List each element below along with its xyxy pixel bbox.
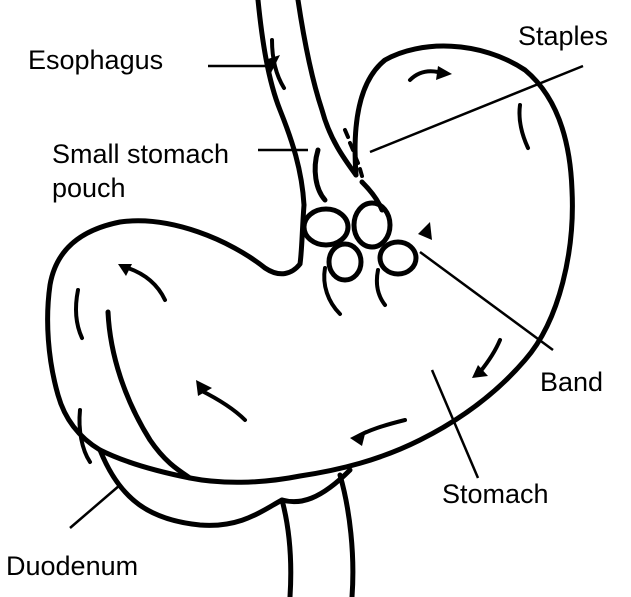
- band-segment-2: [354, 203, 390, 247]
- flow-stroke-2: [410, 71, 438, 80]
- leader-band: [420, 252, 553, 350]
- label-band: Band: [540, 367, 604, 397]
- arrow-head-4: [350, 430, 366, 446]
- leader-stomach: [432, 370, 478, 478]
- label-small-pouch-line2: pouch: [52, 173, 126, 203]
- arrow-head-2: [436, 66, 452, 80]
- flow-stroke-3: [519, 105, 528, 148]
- label-duodenum: Duodenum: [6, 551, 139, 581]
- band-segment-1: [304, 209, 348, 245]
- duodenum-outline: [100, 450, 350, 525]
- duodenum-right-tube: [340, 475, 353, 597]
- arrow-head-6: [418, 222, 432, 240]
- flow-stroke-9: [480, 340, 500, 372]
- leader-duodenum: [70, 485, 120, 528]
- band-segment-3: [329, 244, 361, 280]
- label-staples: Staples: [518, 21, 609, 51]
- band-segment-4: [380, 242, 416, 274]
- pouch-fold-1: [315, 150, 325, 200]
- flow-stroke-4: [128, 268, 165, 300]
- esophagus-outline-left: [258, 0, 304, 205]
- flow-stroke-5: [76, 290, 82, 338]
- label-stomach: Stomach: [442, 479, 549, 509]
- label-esophagus: Esophagus: [28, 45, 164, 75]
- label-small-pouch-line1: Small stomach: [52, 139, 230, 169]
- inner-fold: [108, 312, 190, 478]
- leader-staples: [370, 66, 583, 152]
- duodenum-left-tube: [282, 500, 291, 597]
- flow-stroke-11: [377, 270, 385, 305]
- flow-stroke-7: [200, 390, 245, 420]
